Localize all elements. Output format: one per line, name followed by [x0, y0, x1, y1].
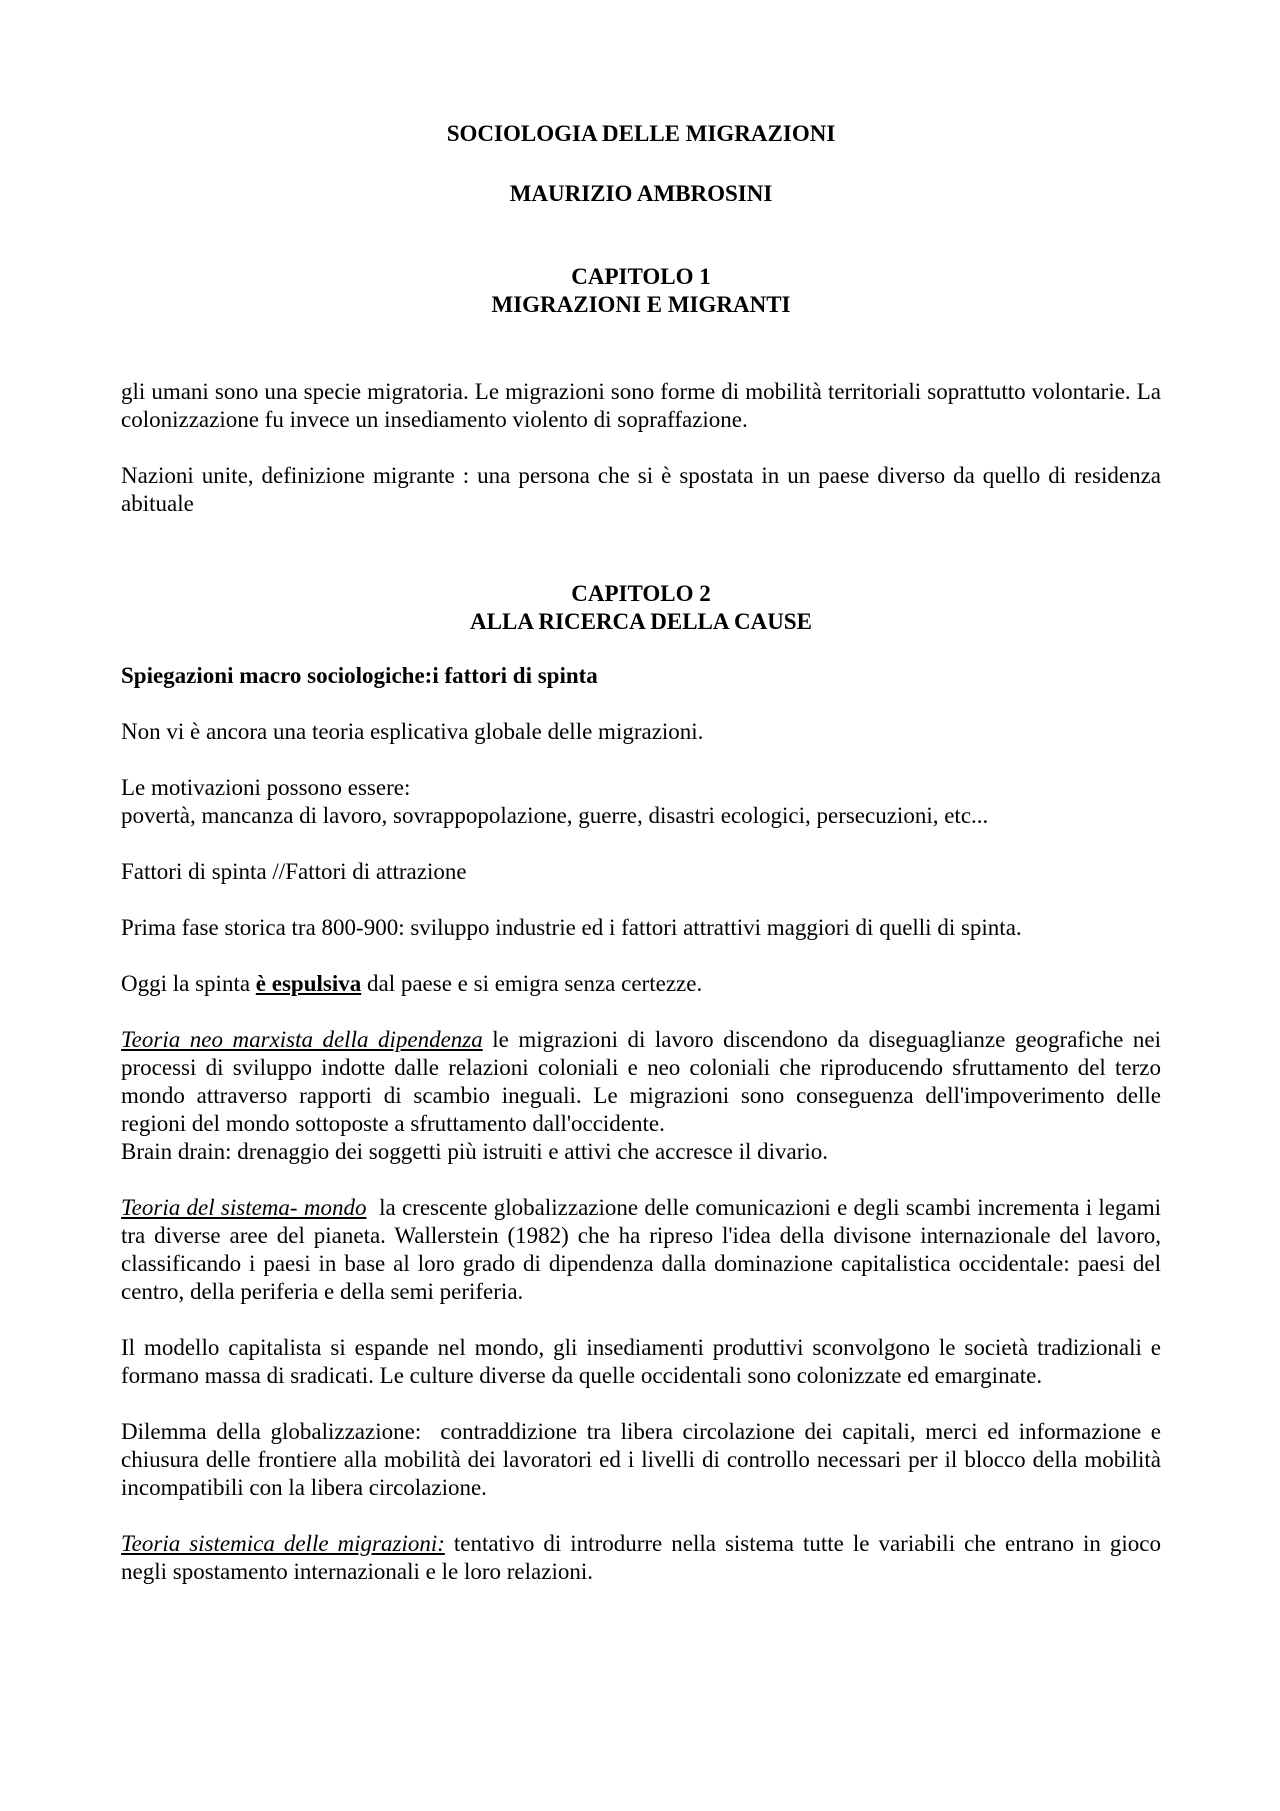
chapter1-name: MIGRAZIONI E MIGRANTI	[491, 292, 791, 317]
theory-world-system-term: Teoria del sistema- mondo	[121, 1195, 367, 1220]
chapter2-paragraph-3: Fattori di spinta //Fattori di attrazione	[121, 859, 467, 884]
chapter2-paragraph-4: Prima fase storica tra 800-900: sviluppo industrie ed i fattori attrattivi maggiori di quelli di spinta.	[121, 915, 1022, 940]
chapter1-paragraph-1: gli umani sono una specie migratoria. Le migrazioni sono forme di mobilità territoriali soprattutto volontarie. La colonizzazione fu invece un insediamento violento di sopraffazione.	[121, 379, 1161, 432]
chapter1-paragraph-2: Nazioni unite, definizione migrante : una persona che si è spostata in un paese diverso da quello di residenza abituale	[121, 463, 1161, 516]
p5-emphasis: è espulsiva	[255, 971, 362, 996]
chapter2-paragraph-8: Il modello capitalista si espande nel mondo, gli insediamenti produttivi sconvolgono le società tradizionali e formano massa di sradicati. Le culture diverse da quelle occidentali sono colonizzate ed emarginate.	[121, 1335, 1161, 1388]
theory-dependency-text: le migrazioni di lavoro discendono da diseguaglianze geografiche nei processi di sviluppo indotte dalle relazioni coloniali e neo coloniali che riproducendo sfruttamento del terzo mondo attraverso rapporti di scambio ineguali. Le migrazioni sono conseguenza dell'impoverimento delle regioni del mondo sottoposte a sfruttamento dall'occidente.	[121, 1027, 1161, 1136]
chapter2-name: ALLA RICERCA DELLA CAUSE	[470, 609, 812, 634]
theory-dependency-term: Teoria neo marxista della dipendenza	[121, 1027, 483, 1052]
p5-after: dal paese e si emigra senza certezze.	[361, 971, 703, 996]
theory-systemic-term: Teoria sistemica delle migrazioni:	[121, 1531, 445, 1556]
document-title: SOCIOLOGIA DELLE MIGRAZIONI	[446, 121, 836, 146]
chapter2-paragraph-10	[121, 1530, 1161, 1586]
chapter2-subheading: Spiegazioni macro sociologiche:i fattori di spinta	[121, 663, 598, 688]
brain-drain: Brain drain: drenaggio dei soggetti più istruiti e attivi che accresce il divario.	[121, 1139, 829, 1164]
theory-systemic-text: tentativo di introdurre nella sistema tutte le variabili che entrano in gioco negli spostamento internazionali e le loro relazioni.	[121, 1531, 1161, 1584]
p5-before: Oggi la spinta	[121, 971, 256, 996]
chapter2-paragraph-2-line-1: Le motivazioni possono essere:	[121, 775, 411, 800]
document-content	[121, 120, 1167, 1586]
chapter2-paragraph-7	[121, 1194, 1167, 1306]
chapter1-number: CAPITOLO 1	[571, 264, 711, 289]
document-author: MAURIZIO AMBROSINI	[509, 181, 773, 206]
theory-world-system-text: la crescente globalizzazione delle comunicazioni e degli scambi incrementa i legami tra diverse aree del pianeta. Wallerstein (1982) che ha ripreso l'idea della divisone internazionale del lavoro, classificando i paesi in base al loro grado di dipendenza dalla dominazione capitalistica occidentale: paesi del centro, della periferia e della semi periferia.	[121, 1195, 1167, 1304]
chapter2-paragraph-6	[121, 1026, 1161, 1138]
chapter2-number: CAPITOLO 2	[571, 581, 711, 606]
chapter2-paragraph-9: Dilemma della globalizzazione: contraddizione tra libera circolazione dei capitali, merci ed informazione e chiusura delle frontiere alla mobilità dei lavoratori ed i livelli di controllo necessari per il blocco della mobilità incompatibili con la libera circolazione.	[121, 1419, 1167, 1500]
chapter2-paragraph-1: Non vi è ancora una teoria esplicativa globale delle migrazioni.	[121, 719, 704, 744]
chapter2-paragraph-5	[121, 970, 1161, 998]
chapter2-paragraph-2-line-2: povertà, mancanza di lavoro, sovrappopolazione, guerre, disastri ecologici, persecuzioni, etc...	[121, 803, 989, 828]
